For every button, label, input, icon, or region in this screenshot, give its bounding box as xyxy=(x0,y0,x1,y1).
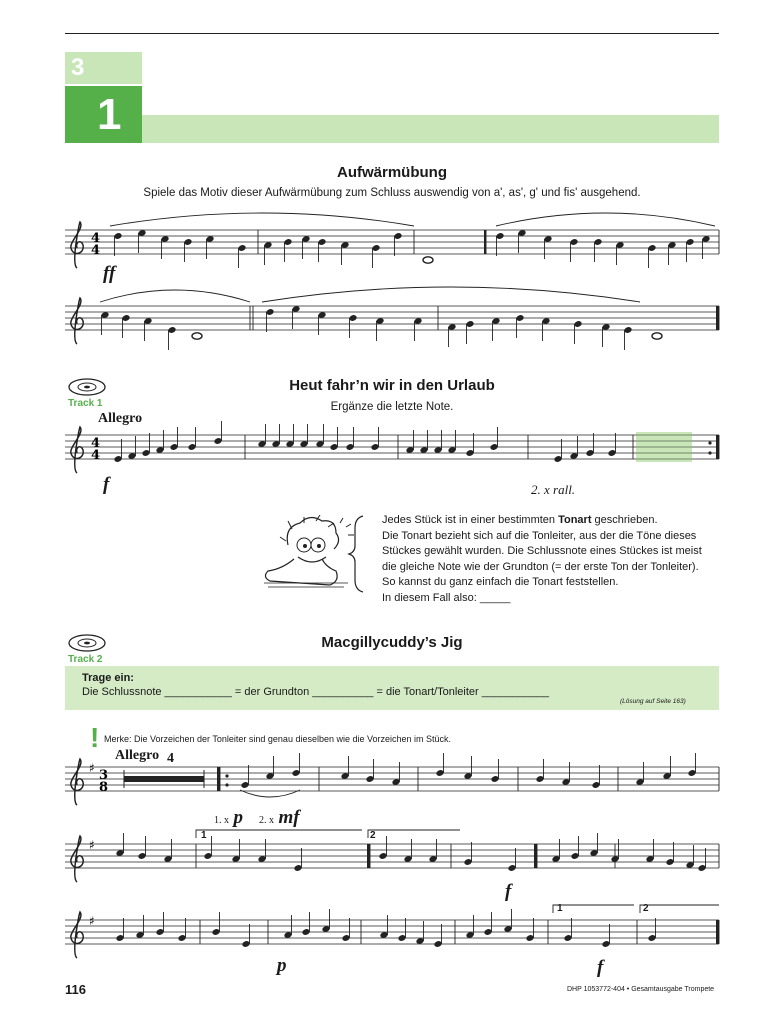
volta-bracket-1 xyxy=(196,830,362,838)
whole-note xyxy=(423,257,433,263)
exercise-box-line: Die Schlussnote ___________ = der Grundton __________ = die Tonart/Tonleiter ___________ xyxy=(82,686,550,698)
treble-clef xyxy=(71,298,83,344)
repeat-dot xyxy=(708,451,711,454)
repeat-dot xyxy=(708,441,711,444)
time-sig-bottom: 4 xyxy=(91,448,101,463)
info-line-3: Stückes gewählt wurden. Die Schlussnote eines Stückes ist meist xyxy=(382,545,702,557)
section-title-urlaub: Heut fahr’n wir in den Urlaub xyxy=(289,377,495,394)
treble-clef xyxy=(71,836,83,882)
info-line-1: Jedes Stück ist in einer bestimmten Tonart geschrieben. xyxy=(382,514,658,526)
final-bar xyxy=(716,920,719,944)
multi-rest xyxy=(124,776,204,782)
dynamic-mf: 2. x mf xyxy=(259,807,300,828)
repeat-start-bar xyxy=(217,767,220,791)
slur xyxy=(262,287,640,302)
tempo-allegro-2: Allegro xyxy=(115,748,160,763)
section-title-jig: Macgillycuddy’s Jig xyxy=(321,634,463,651)
page-number: 116 xyxy=(65,982,86,997)
whole-note xyxy=(652,333,662,339)
volta-1-label-b: 1 xyxy=(557,903,563,914)
publisher-line: DHP 1053772-404 • Gesamtausgabe Trompete xyxy=(567,986,715,993)
time-sig-top: 3 xyxy=(99,768,109,783)
volta-1-label: 1 xyxy=(201,830,207,841)
dynamic-f-3: f xyxy=(597,957,604,978)
repeat-end-bar xyxy=(367,844,370,868)
tempo-allegro-1: Allegro xyxy=(98,411,143,426)
volta-bracket-3 xyxy=(553,905,634,913)
final-bar xyxy=(716,306,719,330)
final-bar xyxy=(716,435,719,459)
info-line-6: In diesem Fall also: _____ xyxy=(382,591,511,604)
info-line-5: So kannst du ganz einfach die Tonart feststellen. xyxy=(382,576,619,588)
treble-clef xyxy=(71,759,83,805)
double-bar xyxy=(484,230,486,254)
key-sharp: ♯ xyxy=(89,761,95,775)
slur xyxy=(100,290,250,302)
merke-note: Merke: Die Vorzeichen der Tonleiter sind genau dieselben wie die Vorzeichen im Stück. xyxy=(104,734,452,744)
repeat-dot xyxy=(225,783,228,786)
dynamic-ff: ff xyxy=(103,263,116,284)
track-label-2: Track 2 xyxy=(68,654,103,665)
dynamic-p-2: p xyxy=(277,955,287,976)
exercise-box-title: Trage ein: xyxy=(82,672,134,684)
info-line-2: Die Tonart bezieht sich auf die Tonleiter, aus der die Töne dieses xyxy=(382,529,697,542)
info-line-4: die gleiche Note wie der Grundton (= der erste Ton der Tonleiter). xyxy=(382,560,699,573)
repeat-start-bar-2 xyxy=(534,844,537,868)
volta-2-label-b: 2 xyxy=(643,903,649,914)
rall-marking: 2. x rall. xyxy=(531,482,576,497)
volta-bracket-4 xyxy=(640,905,719,913)
dynamic-f-1: f xyxy=(103,474,110,495)
time-sig-bottom: 8 xyxy=(99,780,109,795)
whole-note xyxy=(192,333,202,339)
multirest-count: 4 xyxy=(167,751,174,766)
volta-bracket-2 xyxy=(368,830,460,838)
slur xyxy=(496,213,715,226)
section-subtitle-warmup: Spiele das Motiv dieser Aufwärmübung zum Schluss auswendig von a', as', g' und fis' ausgehend. xyxy=(143,187,641,199)
key-sharp: ♯ xyxy=(89,838,95,852)
section-title-warmup: Aufwärmübung xyxy=(337,164,447,181)
treble-clef xyxy=(71,222,83,268)
time-sig-top: 4 xyxy=(91,231,101,246)
dynamic-f-2: f xyxy=(505,881,512,902)
volta-2-label: 2 xyxy=(370,830,376,841)
dynamic-p-first: 1. x p xyxy=(214,807,243,828)
chapter-marker-big: 1 xyxy=(65,86,142,143)
section-subtitle-urlaub: Ergänze die letzte Note. xyxy=(330,401,454,413)
repeat-dot xyxy=(225,774,228,777)
chapter-marker-small: 3 xyxy=(65,52,142,84)
key-sharp: ♯ xyxy=(89,914,95,928)
slur xyxy=(110,213,414,226)
treble-clef xyxy=(71,427,83,473)
exclamation-icon: ! xyxy=(90,722,100,753)
treble-clef xyxy=(71,912,83,958)
time-sig-top: 4 xyxy=(91,436,101,451)
time-sig-bottom: 4 xyxy=(91,243,101,258)
solution-reference: (Lösung auf Seite 163) xyxy=(620,698,686,705)
track-label-1: Track 1 xyxy=(68,398,103,409)
